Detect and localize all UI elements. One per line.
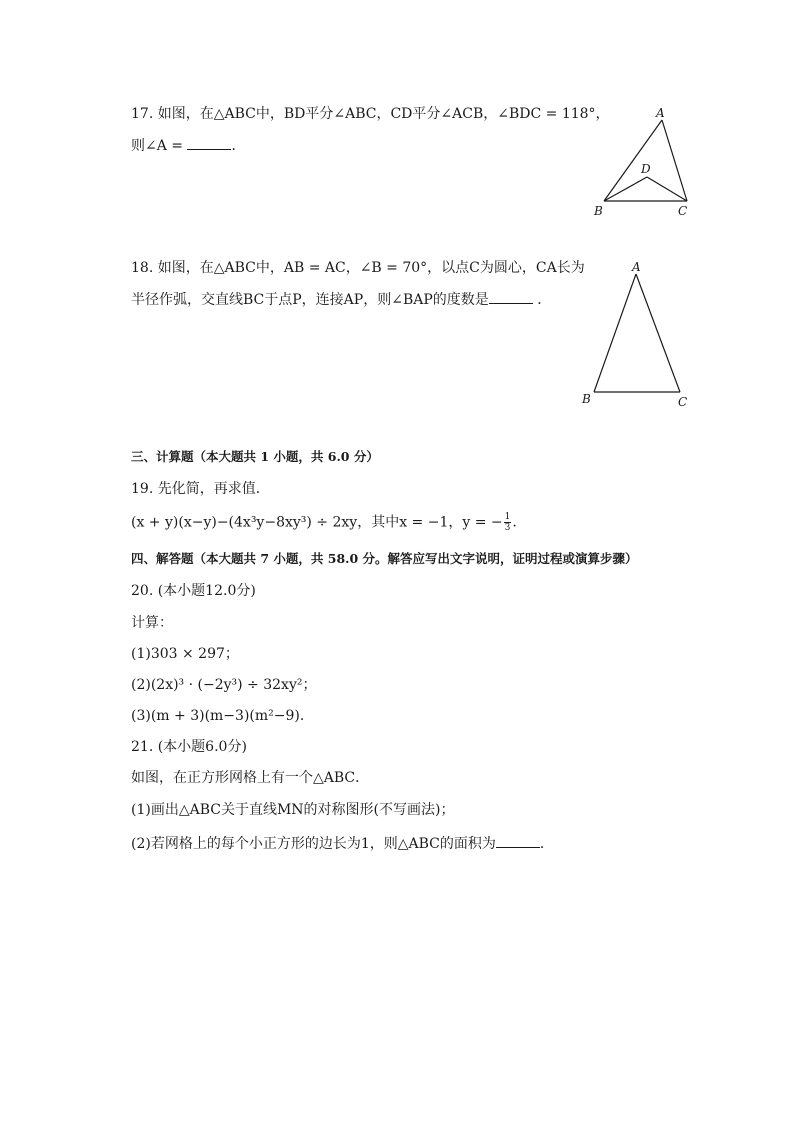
q19-fraction-numerator: 1 (504, 512, 511, 522)
q20-header: 20. (本小题12.0分) (131, 583, 256, 599)
q18-side-ab (594, 274, 636, 392)
q17-label-c: C (678, 204, 688, 218)
q21-header: 21. (本小题6.0分) (131, 739, 247, 755)
q18-line2-prefix: 半径作弧，交直线BC于点P，连接AP，则∠BAP的度数是 (131, 292, 489, 308)
q17-label-d: D (641, 162, 651, 176)
q20-part-3: (3)(m + 3)(m−3)(m²−9)． (131, 708, 314, 724)
q17-answer-blank (187, 134, 231, 150)
q21-part-2 (131, 832, 554, 854)
q20-part-2: (2)(2x)³ · (−2y³) ÷ 32xy²； (131, 677, 317, 693)
q21-part-1: (1)画出△ABC关于直线MN的对称图形(不写画法)； (131, 802, 455, 818)
q18-label-a: A (632, 260, 641, 274)
q19-expression-end: . (512, 514, 517, 531)
q17-label-b: B (594, 204, 603, 218)
q18-label-b: B (582, 392, 591, 406)
q17-line2-suffix: ． (231, 138, 246, 154)
q17-side-ab (604, 120, 662, 201)
q17-line1: 17. 如图，在△ABC中，BD平分∠ABC，CD平分∠ACB，∠BDC = 118°， (131, 106, 610, 122)
q20-calc-label: 计算： (131, 615, 173, 631)
q18-answer-blank (489, 288, 533, 304)
q21-part-2-prefix: (2)若网格上的每个小正方形的边长为1，则△ABC的面积为 (131, 836, 496, 852)
q17-triangle-figure (590, 104, 700, 220)
q18-line2 (131, 288, 551, 310)
q19-fraction-denominator: 3 (504, 523, 511, 533)
q18-side-ac (636, 274, 680, 392)
section-3-title: 三、计算题（本大题共 1 小题，共 6.0 分） (131, 449, 379, 464)
q19-expression-text: (x + y)(x−y)−(4x³y−8xy³) ÷ 2xy，其中x = −1，y = − (131, 514, 503, 531)
q21-intro: 如图，在正方形网格上有一个△ABC． (131, 770, 370, 786)
q20-part-1: (1)303 × 297； (131, 646, 239, 662)
q18-label-c: C (678, 395, 688, 409)
q17-line2 (131, 134, 245, 156)
q17-label-a: A (656, 106, 665, 120)
q18-line2-suffix: ． (532, 292, 552, 308)
q21-part-2-suffix: ． (539, 836, 554, 852)
q19-expression (131, 512, 517, 533)
q17-line2-prefix: 则∠A = (131, 138, 188, 154)
q19-line1: 19. 先化简，再求值． (131, 481, 270, 497)
q18-triangle-figure (578, 258, 694, 414)
q18-line1: 18. 如图，在△ABC中，AB = AC，∠B = 70°，以点C为圆心，CA长为 (131, 260, 585, 276)
q21-answer-blank (496, 832, 540, 848)
q19-fraction (504, 512, 512, 533)
q17-segment-bd (604, 177, 647, 201)
section-4-title: 四、解答题（本大题共 7 小题，共 58.0 分。解答应写出文字说明，证明过程或演算步骤） (131, 551, 638, 566)
